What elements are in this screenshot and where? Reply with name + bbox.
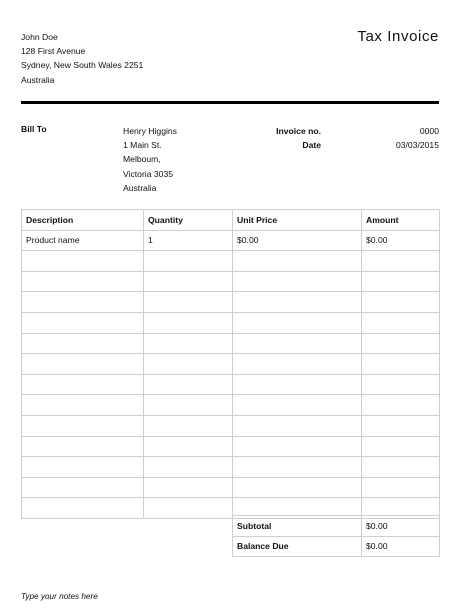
cell-unit-price [233,312,362,333]
cell-description [22,251,144,272]
cell-amount: $0.00 [362,230,440,251]
cell-unit-price [233,354,362,375]
cell-amount [362,457,440,478]
cell-description [22,374,144,395]
table-row [22,477,440,498]
cell-quantity [144,477,233,498]
cell-quantity [144,333,233,354]
bill-to-name: Henry Higgins [123,126,177,136]
bill-to-label: Bill To [21,124,47,134]
table-row [22,395,440,416]
bill-to-address-line2: Melboum, [123,154,161,165]
table-row [22,251,440,272]
sender-address-line2: Sydney, New South Wales 2251 [21,60,144,71]
cell-quantity [144,312,233,333]
cell-amount [362,374,440,395]
cell-amount [362,333,440,354]
bill-to-address [123,124,177,195]
header-divider [21,101,439,104]
cell-amount [362,292,440,313]
table-row [22,415,440,436]
cell-unit-price [233,436,362,457]
sender-name: John Doe [21,32,58,42]
column-header-amount: Amount [362,210,440,231]
cell-unit-price [233,395,362,416]
cell-amount [362,477,440,498]
cell-unit-price: $0.00 [233,230,362,251]
cell-amount [362,354,440,375]
cell-quantity [144,292,233,313]
cell-quantity [144,271,233,292]
cell-description [22,395,144,416]
table-row [22,374,440,395]
cell-amount [362,395,440,416]
document-title: Tax Invoice [357,28,439,45]
cell-unit-price [233,374,362,395]
bill-to-address-line1: 1 Main St. [123,140,162,151]
cell-unit-price [233,457,362,478]
cell-quantity [144,457,233,478]
totals-table [232,515,440,557]
line-items-body [22,230,440,518]
line-items-table [21,209,440,519]
bill-to-country: Australia [123,182,157,193]
sender-country: Australia [21,74,55,85]
cell-description [22,312,144,333]
invoice-meta [258,124,439,152]
subtotal-row [233,516,440,537]
invoice-number-row [258,124,439,138]
subtotal-label: Subtotal [233,516,362,537]
invoice-date-label: Date [302,140,321,151]
table-row [22,333,440,354]
cell-quantity [144,395,233,416]
cell-quantity [144,415,233,436]
column-header-quantity: Quantity [144,210,233,231]
table-row [22,457,440,478]
cell-description [22,498,144,519]
invoice-date-value: 03/03/2015 [395,140,439,151]
cell-unit-price [233,251,362,272]
cell-quantity [144,498,233,519]
invoice-number-label: Invoice no. [276,126,321,136]
cell-quantity [144,354,233,375]
cell-quantity [144,436,233,457]
table-row [22,271,440,292]
table-row [22,312,440,333]
cell-amount [362,312,440,333]
table-row [22,292,440,313]
cell-unit-price [233,271,362,292]
cell-amount [362,415,440,436]
balance-due-row [233,536,440,557]
cell-description: Product name [22,230,144,251]
cell-description [22,457,144,478]
table-row [22,230,440,251]
table-row [22,354,440,375]
cell-description [22,271,144,292]
balance-due-value: $0.00 [362,536,440,557]
column-header-unit-price: Unit Price [233,210,362,231]
cell-quantity [144,251,233,272]
cell-description [22,292,144,313]
cell-unit-price [233,292,362,313]
invoice-number-value: 0000 [419,126,439,136]
cell-amount [362,271,440,292]
table-row [22,436,440,457]
subtotal-value: $0.00 [362,516,440,537]
cell-description [22,333,144,354]
notes: Type your notes here [21,592,98,601]
cell-description [22,415,144,436]
balance-due-label: Balance Due [233,536,362,557]
sender-address-line1: 128 First Avenue [21,46,86,57]
invoice-date-row [258,138,439,152]
bill-to-address-line3: Victoria 3035 [123,168,174,179]
cell-description [22,354,144,375]
cell-unit-price [233,333,362,354]
cell-unit-price [233,477,362,498]
table-header-row [22,210,440,231]
cell-description [22,436,144,457]
column-header-description: Description [22,210,144,231]
cell-unit-price [233,415,362,436]
cell-description [22,477,144,498]
sender-address [21,30,143,87]
cell-amount [362,251,440,272]
cell-amount [362,436,440,457]
cell-quantity [144,374,233,395]
cell-quantity: 1 [144,230,233,251]
